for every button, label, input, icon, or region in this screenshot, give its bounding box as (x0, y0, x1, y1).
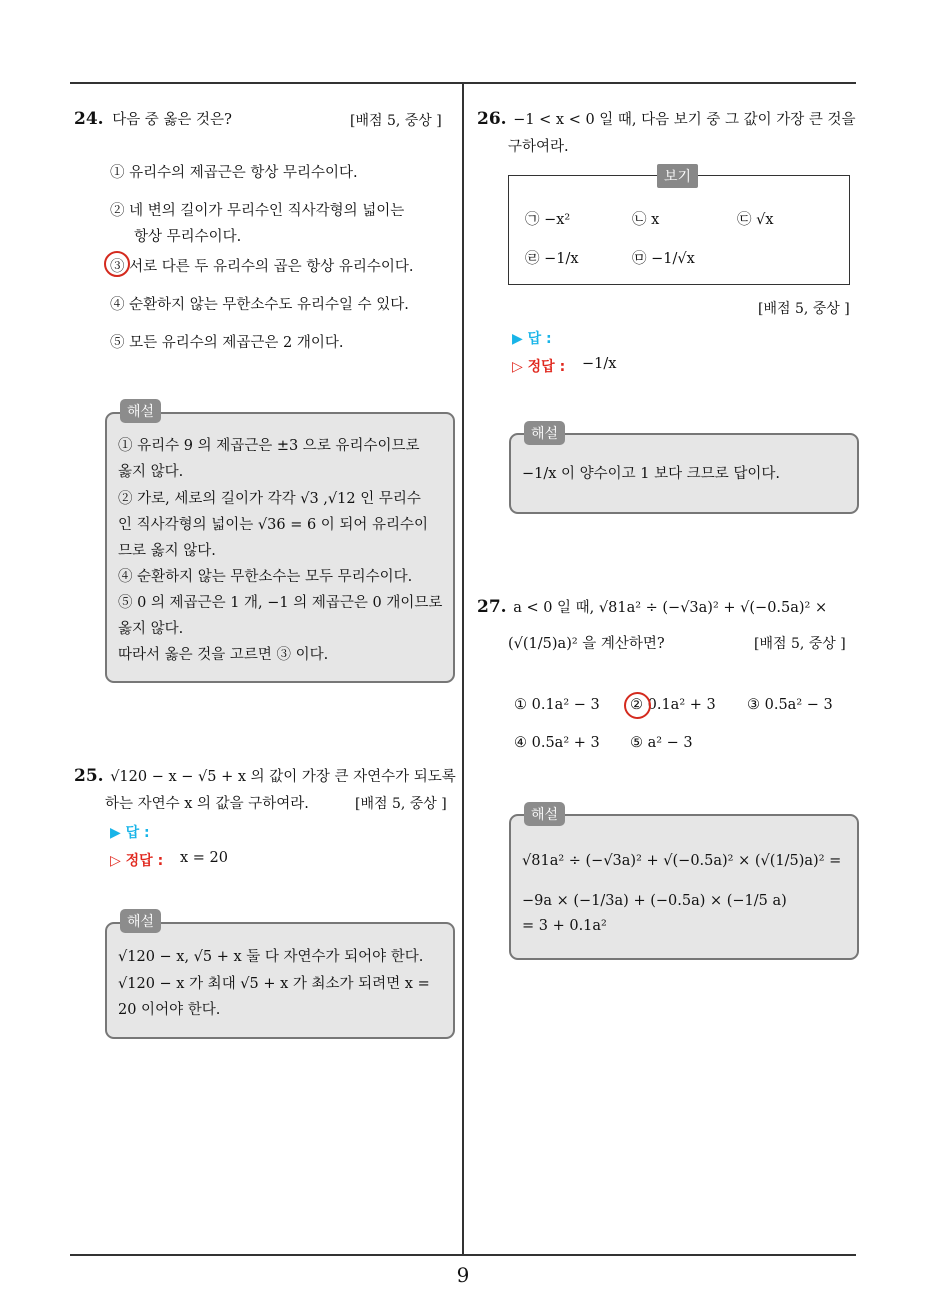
correct-answer-label: ▷ 정답 : (110, 853, 164, 869)
question-number: 27. (477, 597, 507, 617)
bogi-box (508, 175, 850, 285)
score-label: [배점 5, 중상 ] (355, 796, 447, 812)
explanation-line: −1/x 이 양수이고 1 보다 크므로 답이다. (522, 466, 781, 482)
explanation-tag: 해설 (120, 399, 161, 423)
option-5[interactable]: ⑤ 모든 유리수의 제곱근은 2 개이다. (110, 335, 344, 351)
bogi-item[interactable]: ㉣ −1/x (525, 251, 579, 267)
score-label: [배점 5, 중상 ] (350, 113, 442, 129)
correct-answer-value: x = 20 (180, 850, 228, 866)
explanation-line: 20 이어야 한다. (118, 1002, 221, 1018)
question-stem: 다음 중 옳은 것은? (112, 112, 232, 128)
correct-answer-label: ▷ 정답 : (512, 359, 566, 375)
option-4[interactable]: ④ 0.5a² + 3 (514, 735, 600, 751)
question-number: 24. (74, 109, 104, 129)
option-1[interactable]: ① 0.1a² − 3 (514, 697, 600, 713)
explanation-line: ① 유리수 9 의 제곱근은 ±3 으로 유리수이므로 (118, 438, 420, 454)
question-27 (477, 596, 867, 617)
question-stem: √120 − x − √5 + x 의 값이 가장 큰 자연수가 되도록 (110, 769, 456, 785)
explanation-line: 옳지 않다. (118, 464, 184, 480)
explanation-line: ④ 순환하지 않는 무한소수는 모두 무리수이다. (118, 569, 413, 585)
answer-label: ▶ 답 : (110, 825, 150, 841)
explanation-line: 므로 옳지 않다. (118, 543, 216, 559)
explanation-line: ② 가로, 세로의 길이가 각각 √3 ,√12 인 무리수 (118, 491, 421, 507)
question-stem-cont: 하는 자연수 x 의 값을 구하여라. (105, 796, 309, 812)
bogi-item[interactable]: ㉠ −x² (525, 212, 571, 228)
question-stem: −1 < x < 0 일 때, 다음 보기 중 그 값이 가장 큰 것을 (513, 112, 856, 128)
bogi-item[interactable]: ㉢ √x (737, 212, 774, 228)
explanation-tag: 해설 (120, 909, 161, 933)
question-stem-cont: (√(1/5)a)² 을 계산하면? (508, 636, 665, 652)
page-number: 9 (456, 1263, 470, 1287)
explanation-line: √120 − x, √5 + x 둘 다 자연수가 되어야 한다. (118, 949, 424, 965)
explanation-line: 인 직사각형의 넓이는 √36 = 6 이 되어 유리수이 (118, 517, 429, 533)
bogi-item[interactable]: ㉡ x (632, 212, 660, 228)
explanation-line: −9a × (−1/3a) + (−0.5a) × (−1/5 a) (522, 893, 787, 909)
answer-circle-mark (624, 692, 651, 719)
question-number: 26. (477, 109, 507, 129)
option-1[interactable]: ① 유리수의 제곱근은 항상 무리수이다. (110, 165, 358, 181)
explanation-line: √81a² ÷ (−√3a)² + √(−0.5a)² × (√(1/5)a)² = (522, 853, 842, 869)
explanation-line: = 3 + 0.1a² (522, 918, 607, 934)
option-2-cont: 항상 무리수이다. (134, 229, 242, 245)
option-3[interactable]: ③ 서로 다른 두 유리수의 곱은 항상 유리수이다. (110, 259, 414, 275)
answer-circle-mark (104, 251, 130, 277)
bogi-item[interactable]: ㉤ −1/√x (632, 251, 695, 267)
question-stem-cont: 구하여라. (508, 139, 569, 155)
explanation-box (509, 814, 859, 960)
option-3[interactable]: ③ 0.5a² − 3 (747, 697, 833, 713)
option-2[interactable]: ② 0.1a² + 3 (630, 697, 716, 713)
explanation-line: 따라서 옳은 것을 고르면 ③ 이다. (118, 647, 329, 663)
footer-rule (70, 1254, 856, 1256)
question-26 (477, 108, 867, 129)
answer-label: ▶ 답 : (512, 331, 552, 347)
explanation-line: ⑤ 0 의 제곱근은 1 개, −1 의 제곱근은 0 개이므로 (118, 595, 443, 611)
correct-answer-value: −1/x (582, 356, 617, 372)
option-5[interactable]: ⑤ a² − 3 (630, 735, 693, 751)
question-number: 25. (74, 766, 104, 786)
bogi-tag: 보기 (657, 164, 698, 188)
explanation-line: √120 − x 가 최대 √5 + x 가 최소가 되려면 x = (118, 976, 430, 992)
score-label: [배점 5, 중상 ] (758, 301, 850, 317)
question-stem: a < 0 일 때, √81a² ÷ (−√3a)² + √(−0.5a)² × (513, 600, 828, 616)
explanation-tag: 해설 (524, 802, 565, 826)
score-label: [배점 5, 중상 ] (754, 636, 846, 652)
explanation-line: 옳지 않다. (118, 621, 184, 637)
column-divider (462, 83, 464, 1255)
option-2[interactable]: ② 네 변의 길이가 무리수인 직사각형의 넓이는 (110, 203, 405, 219)
explanation-tag: 해설 (524, 421, 565, 445)
option-4[interactable]: ④ 순환하지 않는 무한소수도 유리수일 수 있다. (110, 297, 409, 313)
question-25 (74, 765, 458, 786)
